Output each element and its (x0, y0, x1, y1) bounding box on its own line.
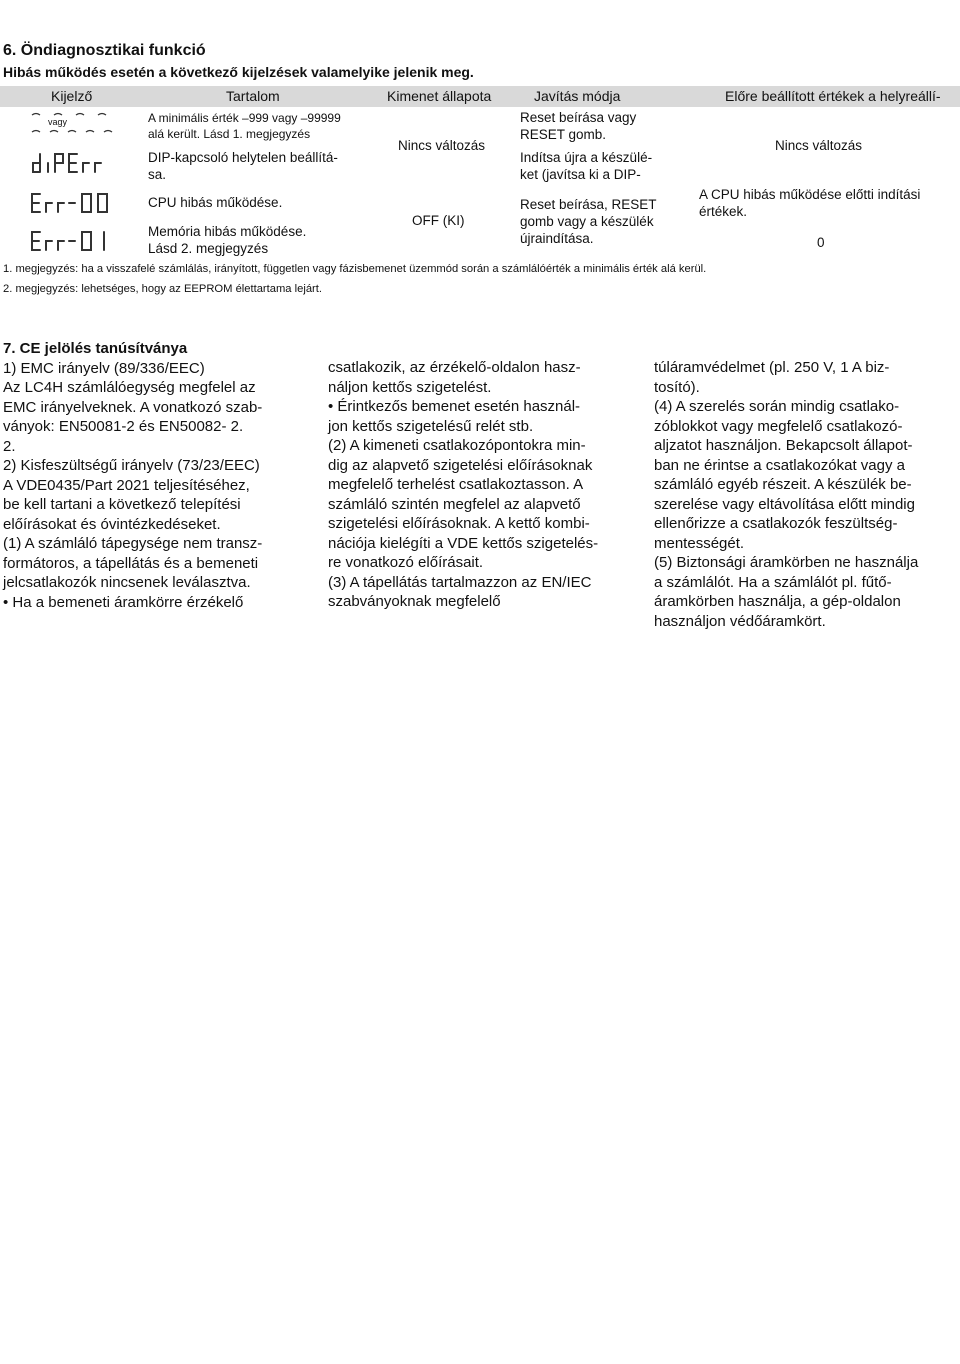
row2-content (148, 149, 338, 183)
ce-col2-line: szigetelési előírásoknak. A kettő kombi- (328, 515, 590, 532)
ce-col2-line: jon kettős szigetelésű relét stb. (328, 417, 534, 435)
ce-col1-line: formátoros, a tápellátás és a bemeneti (3, 554, 259, 572)
ce-col2-line: dig az alapvető szigetelési előírásoknak (328, 456, 593, 474)
ce-col3-line: áramkörben használja, a gép-oldalon (654, 593, 901, 610)
ce-col3-line: a számlálót. Ha a számlálót pl. fűtő- (654, 573, 892, 591)
ce-col1-line: jelcsatlakozók nincsenek leválasztva. (3, 574, 251, 591)
row1-content-line2: alá került. Lásd 1. megjegyzés (148, 127, 311, 141)
ce-col2-line: náljon kettős szigetelést. (328, 378, 492, 396)
ce-col3-line: számláló egyéb részeit. A készülék be- (654, 476, 912, 493)
fix-method-2-line2: ket (javítsa ki a DIP- (520, 167, 641, 182)
ce-col1-line: 2) Kisfeszültségű irányelv (73/23/EEC) (3, 457, 260, 474)
preset-no-change: Nincs változás (775, 138, 863, 153)
ce-col1-line: ványok: EN50081-2 és EN50082- 2. (3, 418, 244, 435)
ce-column-3 (654, 358, 954, 631)
ce-col3-line: zóblokkot vagy megfelelő csatlakozó- (654, 417, 903, 435)
ce-col1-line: 2. (3, 437, 16, 455)
ce-column-1 (3, 339, 313, 612)
preset-cpu (699, 186, 920, 220)
ce-col3-line: szerelése vagy eltávolítása előtt mindig (654, 495, 915, 513)
row1-content-line1: A minimális érték –999 vagy –99999 (148, 111, 341, 125)
ce-col2-line: szabványoknak megfelelő (328, 593, 501, 610)
output-off: OFF (KI) (412, 213, 465, 228)
note-2: 2. megjegyzés: lehetséges, hogy az EEPROM élettartama lejárt. (3, 283, 322, 295)
lcd-minus-display-1 (30, 111, 110, 119)
header-fix-method: Javítás módja (534, 88, 621, 104)
ce-col1-line: EMC irányelveknek. A vonatkozó szab- (3, 398, 263, 416)
lcd-minus-display-2 (30, 128, 122, 136)
fix-method-2 (520, 149, 652, 183)
header-content: Tartalom (226, 88, 280, 104)
note-1: 1. megjegyzés: ha a visszafelé számlálás, irányított, független vagy fázisbemenet üzemmód során a számlálóérték a minimális érték alá kerül. (3, 263, 707, 275)
row4-content-line2: Lásd 2. megjegyzés (148, 241, 269, 256)
row2-content-line2: sa. (148, 167, 167, 182)
ce-section-title: 7. CE jelölés tanúsítványa (3, 340, 188, 357)
ce-col3-line: túláramvédelmet (pl. 250 V, 1 A biz- (654, 359, 890, 376)
lcd-err-01-display (30, 230, 114, 252)
header-preset-values: Előre beállított értékek a helyreállí- (725, 88, 941, 104)
fix-method-1-line2: RESET gomb. (520, 127, 607, 142)
header-output-state: Kimenet állapota (387, 88, 492, 104)
ce-col1-line: (1) A számláló tápegysége nem transz- (3, 535, 263, 552)
ce-col1-line: be kell tartani a következő telepítési (3, 496, 241, 513)
ce-col2-line: megfelelő terhelést csatlakoztasson. A (328, 476, 584, 493)
ce-col3-line: (4) A szerelés során mindig csatlako- (654, 398, 900, 415)
ce-col3-line: ellenőrizze a csatlakozók feszültség- (654, 515, 898, 532)
row3-content: CPU hibás működése. (148, 195, 283, 210)
ce-col2-line: számláló szintén megfelel az alapvető (328, 495, 581, 513)
ce-col3-line: mentességét. (654, 534, 745, 552)
section-subtitle: Hibás működés esetén a következő kijelzések valamelyike jelenik meg. (3, 64, 474, 80)
ce-col1-line: A VDE0435/Part 2021 teljesítéséhez, (3, 476, 250, 494)
fix-method-3-line2: gomb vagy a készülék (520, 214, 654, 229)
ce-col2-line: (2) A kimeneti csatlakozópontokra min- (328, 437, 586, 454)
fix-method-3-line3: újraindítása. (520, 231, 594, 246)
header-display: Kijelző (51, 88, 93, 104)
ce-col2-line: (3) A tápellátás tartalmazzon az EN/IEC (328, 573, 592, 591)
ce-column-2 (328, 358, 643, 612)
row2-content-line1: DIP-kapcsoló helytelen beállítá- (148, 150, 338, 165)
vagy-label: vagy (48, 117, 68, 127)
fix-method-3-line1: Reset beírása, RESET (520, 197, 657, 212)
lcd-dip-error-display (30, 152, 114, 174)
ce-col1-line: Az LC4H számlálóegység megfelel az (3, 379, 256, 396)
row4-content-line1: Memória hibás működése. (148, 224, 307, 239)
row1-content (148, 110, 341, 142)
fix-method-1 (520, 109, 636, 143)
ce-col3-line: használjon védőáramkört. (654, 612, 826, 630)
lcd-err-00-display (30, 192, 114, 214)
fix-method-2-line1: Indítsa újra a készülé- (520, 150, 653, 165)
preset-cpu-line2: értékek. (699, 204, 748, 219)
section-title: 6. Öndiagnosztikai funkció (3, 42, 206, 59)
row4-content (148, 223, 306, 257)
ce-col3-line: (5) Biztonsági áramkörben ne használja (654, 554, 919, 571)
ce-col1-line: 1) EMC irányelv (89/336/EEC) (3, 359, 205, 377)
ce-col2-line: re vonatkozó előírásait. (328, 554, 484, 571)
ce-col1-line: • Ha a bemeneti áramkörre érzékelő (3, 593, 244, 611)
table-header (0, 86, 960, 107)
ce-col2-line: csatlakozik, az érzékelő-oldalon hasz- (328, 359, 581, 376)
fix-method-3 (520, 196, 657, 247)
fix-method-1-line1: Reset beírása vagy (520, 110, 637, 125)
preset-zero: 0 (817, 235, 825, 250)
preset-cpu-line1: A CPU hibás működése előtti indítási (699, 187, 921, 202)
ce-col3-line: ban ne érintse a csatlakozókat vagy a (654, 456, 905, 474)
ce-col3-line: aljzatot használjon. Bekapcsolt állapot- (654, 437, 913, 454)
output-no-change: Nincs változás (398, 138, 486, 153)
ce-col2-line: nációja kielégíti a VDE kettős szigetelés- (328, 534, 599, 552)
ce-col3-line: tosító). (654, 378, 700, 396)
ce-col2-line: • Érintkezős bemenet esetén használ- (328, 398, 581, 415)
ce-col1-line: előírásokat és óvintézkedéseket. (3, 515, 221, 533)
